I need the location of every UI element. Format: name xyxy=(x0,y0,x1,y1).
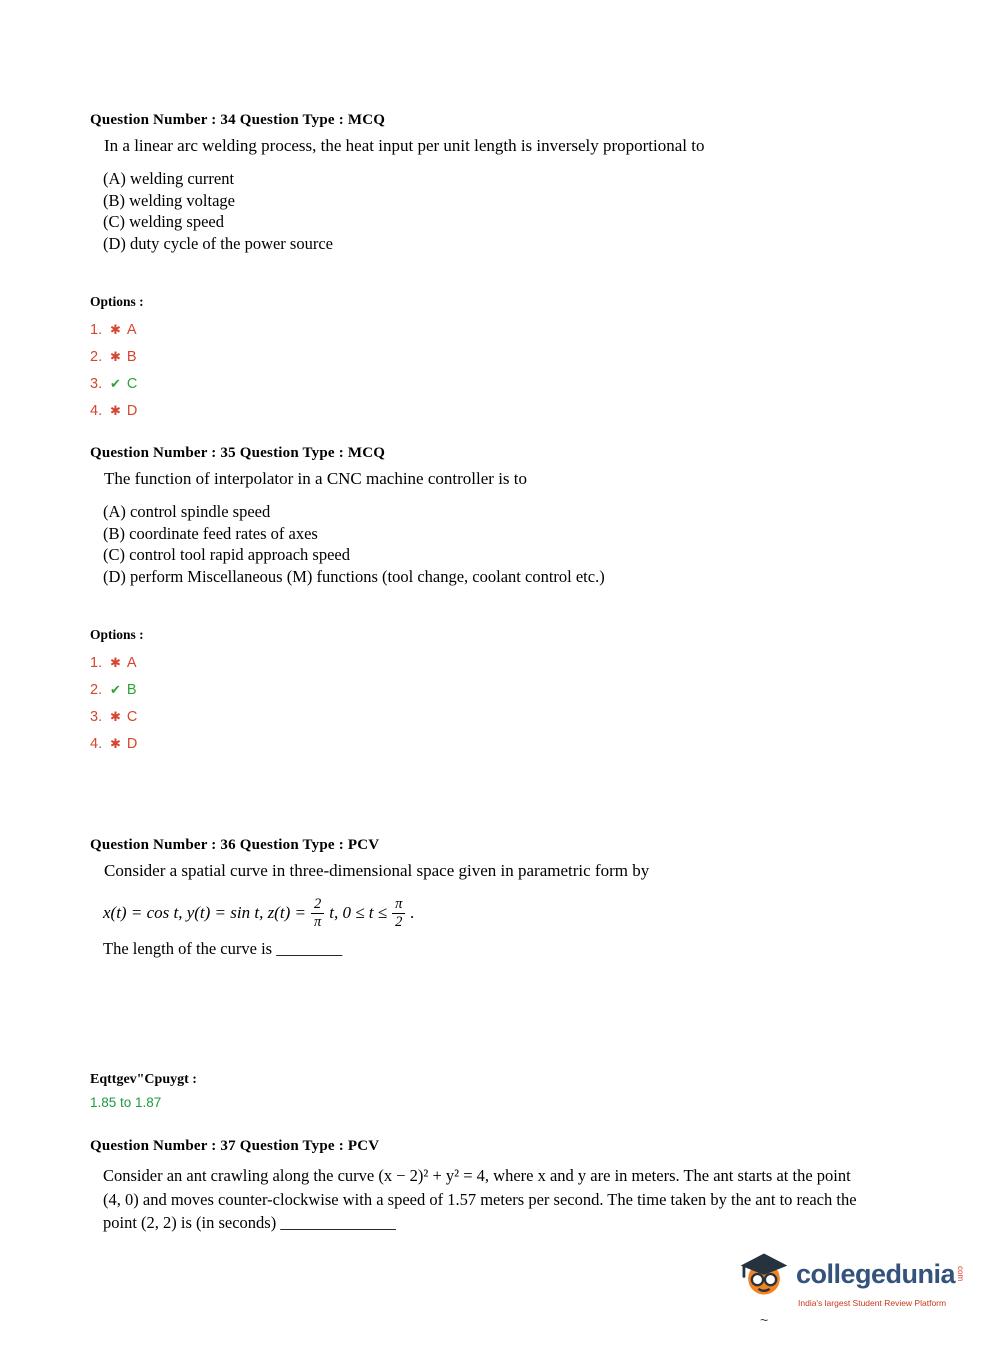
option-letter: C xyxy=(126,375,138,392)
option-letter: A xyxy=(126,321,137,338)
option-number: 2. xyxy=(90,681,103,698)
correct-answer-label: Eqttgev"Cpuygt : xyxy=(90,1072,197,1087)
wrong-mark-icon: ✱ xyxy=(110,348,121,364)
correct-answer-block xyxy=(90,1072,197,1110)
brand-tagline: India's largest Student Review Platform xyxy=(798,1298,947,1308)
option-letter: B xyxy=(126,348,137,365)
collegedunia-mascot-icon xyxy=(736,1246,792,1302)
choice-b: (B) coordinate feed rates of axes xyxy=(103,523,318,543)
parametric-equation xyxy=(90,891,649,935)
option-row xyxy=(90,343,705,370)
correct-check-icon: ✔ xyxy=(110,681,121,697)
math-part: x(t) = cos t, y(t) = sin t, z(t) = xyxy=(103,903,306,922)
option-row xyxy=(90,397,705,424)
brand-com-suffix: com xyxy=(956,1266,966,1282)
wrong-mark-icon: ✱ xyxy=(110,654,121,670)
option-letter: B xyxy=(126,681,137,698)
question-37 xyxy=(90,1138,862,1235)
fraction-2-over-pi: $\frac{2}{\pi}$ xyxy=(311,896,324,930)
question-35-header: Question Number : 35 Question Type : MCQ xyxy=(90,445,386,461)
wrong-mark-icon: ✱ xyxy=(110,735,121,751)
options-label: Options : xyxy=(90,627,144,642)
question-34-answer-options xyxy=(90,316,705,424)
question-35-answer-options xyxy=(90,649,605,757)
option-row xyxy=(90,370,705,397)
collegedunia-logo[interactable] xyxy=(736,1246,976,1328)
question-35-text: The function of interpolator in a CNC machine controller is to xyxy=(104,469,527,488)
question-34-text: In a linear arc welding process, the heat input per unit length is inversely proportional to xyxy=(104,136,705,155)
correct-answer-value: 1.85 to 1.87 xyxy=(90,1095,162,1110)
question-34 xyxy=(90,112,705,424)
choice-d: (D) duty cycle of the power source xyxy=(103,233,333,253)
choice-c: (C) control tool rapid approach speed xyxy=(103,545,350,564)
question-36-header: Question Number : 36 Question Type : PCV xyxy=(90,837,380,853)
math-part: . xyxy=(410,903,415,922)
wrong-mark-icon: ✱ xyxy=(110,402,121,418)
question-37-header: Question Number : 37 Question Type : PCV xyxy=(90,1138,380,1154)
wrong-mark-icon: ✱ xyxy=(110,321,121,337)
option-letter: A xyxy=(126,654,137,671)
question-36-text: Consider a spatial curve in three-dimensional space given in parametric form by xyxy=(104,861,650,880)
options-label: Options : xyxy=(90,294,144,309)
option-number: 4. xyxy=(90,402,103,419)
option-letter: D xyxy=(126,402,138,419)
option-row xyxy=(90,316,705,343)
option-number: 1. xyxy=(90,321,103,338)
logo-main-row xyxy=(736,1246,976,1302)
option-row xyxy=(90,676,605,703)
option-number: 3. xyxy=(90,708,103,725)
question-35 xyxy=(90,445,605,757)
brand-name: collegedunia xyxy=(796,1258,956,1289)
question-36-blank-line: The length of the curve is ________ xyxy=(103,939,343,958)
option-row xyxy=(90,703,605,730)
option-number: 1. xyxy=(90,654,103,671)
choice-b: (B) welding voltage xyxy=(103,190,235,210)
option-letter: D xyxy=(126,735,138,752)
option-number: 2. xyxy=(90,348,103,365)
question-35-choices xyxy=(90,501,605,587)
tilde-mark: ~ xyxy=(760,1312,769,1328)
choice-a: (A) welding current xyxy=(103,169,235,188)
question-34-header: Question Number : 34 Question Type : MCQ xyxy=(90,112,386,128)
option-row xyxy=(90,730,605,757)
question-36 xyxy=(90,837,649,959)
choice-c: (C) welding speed xyxy=(103,212,224,231)
choice-a: (A) control spindle speed xyxy=(103,502,271,521)
choice-d: (D) perform Miscellaneous (M) functions (tool change, coolant control etc.) xyxy=(103,566,605,586)
question-34-choices xyxy=(90,168,705,254)
option-number: 4. xyxy=(90,735,103,752)
option-number: 3. xyxy=(90,375,103,392)
question-37-text: Consider an ant crawling along the curve (x − 2)² + y² = 4, where x and y are in meters. The ant starts at the point (4, 0) and moves counter-clockwise with a speed of 1.57 meters per second. The time taken by the ant to reach the point (2, 2) is (in seconds) ______________ xyxy=(103,1166,857,1232)
option-row xyxy=(90,649,605,676)
correct-check-icon: ✔ xyxy=(110,375,121,391)
math-part: t, 0 ≤ t ≤ xyxy=(329,903,388,922)
wrong-mark-icon: ✱ xyxy=(110,708,121,724)
option-letter: C xyxy=(126,708,138,725)
fraction-pi-over-2: $\frac{\pi}{2}$ xyxy=(392,896,405,930)
